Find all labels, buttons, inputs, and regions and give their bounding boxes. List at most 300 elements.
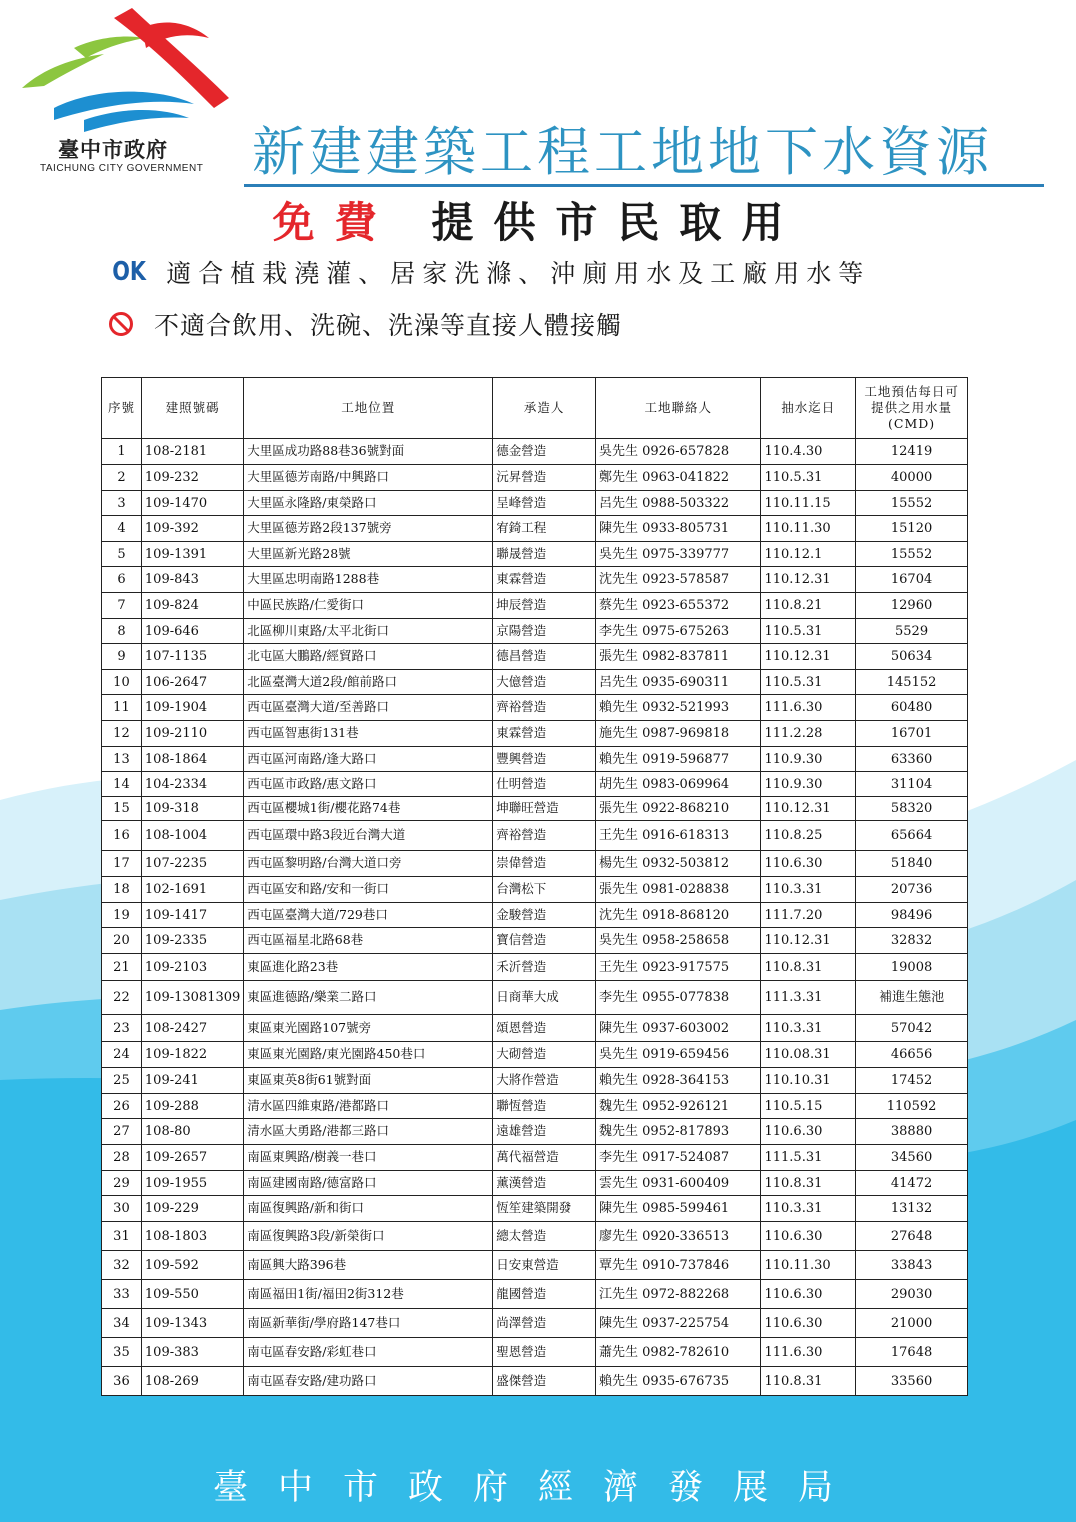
cell-deadline: 110.08.31 [761,1042,856,1068]
cell-permit: 109-2110 [141,721,243,747]
cell-location: 西屯區黎明路/台灣大道口旁 [244,851,493,877]
cell-no: 25 [102,1068,142,1094]
cell-amount: 65664 [856,821,968,851]
cell-deadline: 110.3.31 [761,1015,856,1042]
col-header-contact: 工地聯絡人 [595,378,761,439]
cell-contact: 呂先生 0988-503322 [595,491,761,516]
cell-no: 26 [102,1094,142,1119]
cell-permit: 109-318 [141,797,243,821]
cell-contact: 沈先生 0918-868120 [595,903,761,928]
cell-permit: 109-13081309 [141,981,243,1015]
table-row [102,1222,968,1251]
table-row [102,516,968,542]
cell-deadline: 110.5.15 [761,1094,856,1119]
page-subtitle [0,190,1076,250]
cell-contact: 吳先生 0958-258658 [595,928,761,954]
cell-contractor: 日安東營造 [493,1251,596,1280]
table-row [102,1251,968,1280]
table-row [102,1367,968,1396]
table-row [102,821,968,851]
cell-deadline: 111.3.31 [761,981,856,1015]
ok-icon: OK [112,257,147,287]
cell-amount: 51840 [856,851,968,877]
cell-no: 10 [102,670,142,695]
cell-contact: 陳先生 0985-599461 [595,1196,761,1222]
cell-location: 清水區大勇路/港都三路口 [244,1119,493,1145]
cell-permit: 109-1904 [141,695,243,721]
construction-sites-table [101,377,968,1396]
cell-amount: 38880 [856,1119,968,1145]
subtitle-rest: 提供市民取用 [431,198,804,247]
cell-contractor: 齊裕營造 [493,821,596,851]
cell-no: 18 [102,877,142,903]
cell-contact: 賴先生 0919-596877 [595,747,761,772]
cell-location: 大里區新光路28號 [244,542,493,567]
suitable-uses-text: 適合植栽澆灌、居家洗滌、沖廁用水及工廠用水等 [166,259,871,288]
prohibited-icon [108,311,134,337]
cell-location: 西屯區臺灣大道/至善路口 [244,695,493,721]
cell-permit: 109-229 [141,1196,243,1222]
cell-deadline: 110.12.31 [761,644,856,670]
cell-no: 2 [102,465,142,491]
cell-permit: 106-2647 [141,670,243,695]
amount-header-line3: (CMD) [888,416,936,432]
cell-amount: 60480 [856,695,968,721]
cell-contractor: 德昌營造 [493,644,596,670]
col-header-no: 序號 [102,378,142,439]
table-row [102,1042,968,1068]
cell-amount: 5529 [856,619,968,644]
cell-contact: 王先生 0923-917575 [595,954,761,981]
cell-contractor: 宥錡工程 [493,516,596,542]
cell-contractor: 遠雄營造 [493,1119,596,1145]
cell-location: 東區東英8街61號對面 [244,1068,493,1094]
cell-deadline: 110.10.31 [761,1068,856,1094]
cell-permit: 109-824 [141,593,243,619]
cell-no: 34 [102,1309,142,1338]
cell-location: 大里區成功路88巷36號對面 [244,439,493,465]
cell-contact: 賴先生 0932-521993 [595,695,761,721]
cell-contact: 魏先生 0952-817893 [595,1119,761,1145]
amount-header-line2: 提供之用水量 [871,399,953,415]
cell-amount: 57042 [856,1015,968,1042]
cell-no: 33 [102,1280,142,1309]
cell-location: 西屯區市政路/惠文路口 [244,772,493,797]
table-row [102,593,968,619]
table-row [102,1309,968,1338]
cell-permit: 108-269 [141,1367,243,1396]
cell-amount: 15552 [856,542,968,567]
cell-permit: 109-550 [141,1280,243,1309]
cell-no: 23 [102,1015,142,1042]
cell-permit: 108-2427 [141,1015,243,1042]
cell-no: 6 [102,567,142,593]
cell-contact: 蕭先生 0982-782610 [595,1338,761,1367]
cell-no: 8 [102,619,142,644]
cell-no: 19 [102,903,142,928]
table-row [102,851,968,877]
cell-location: 大里區忠明南路1288巷 [244,567,493,593]
cell-permit: 109-288 [141,1094,243,1119]
cell-location: 西屯區環中路3段近台灣大道 [244,821,493,851]
table-row [102,1338,968,1367]
table-row [102,1015,968,1042]
cell-deadline: 111.5.31 [761,1145,856,1171]
cell-contractor: 坤辰營造 [493,593,596,619]
cell-contractor: 寶信營造 [493,928,596,954]
cell-amount: 12419 [856,439,968,465]
table-row [102,619,968,644]
table-body [102,439,968,1396]
cell-contractor: 頌恩營造 [493,1015,596,1042]
cell-contact: 吳先生 0919-659456 [595,1042,761,1068]
cell-deadline: 110.4.30 [761,439,856,465]
table-row [102,772,968,797]
cell-no: 28 [102,1145,142,1171]
table-header-row [102,378,968,439]
cell-no: 22 [102,981,142,1015]
cell-location: 南區東興路/樹義一巷口 [244,1145,493,1171]
cell-deadline: 110.11.15 [761,491,856,516]
cell-no: 1 [102,439,142,465]
logo-name-cn: 臺中市政府 [58,137,168,162]
cell-contractor: 仕明營造 [493,772,596,797]
cell-contact: 張先生 0982-837811 [595,644,761,670]
cell-deadline: 111.2.28 [761,721,856,747]
logo [14,8,236,178]
cell-location: 西屯區智惠街131巷 [244,721,493,747]
cell-deadline: 110.12.31 [761,567,856,593]
cell-deadline: 110.5.31 [761,670,856,695]
cell-amount: 63360 [856,747,968,772]
cell-location: 東區東光園路/東光園路450巷口 [244,1042,493,1068]
cell-permit: 109-232 [141,465,243,491]
cell-permit: 108-1864 [141,747,243,772]
cell-no: 14 [102,772,142,797]
cell-location: 南區復興路/新和街口 [244,1196,493,1222]
cell-contact: 李先生 0955-077838 [595,981,761,1015]
cell-no: 12 [102,721,142,747]
cell-no: 20 [102,928,142,954]
cell-no: 4 [102,516,142,542]
title-divider [244,184,1044,187]
cell-amount: 33843 [856,1251,968,1280]
cell-no: 24 [102,1042,142,1068]
table-row [102,567,968,593]
cell-no: 16 [102,821,142,851]
cell-deadline: 110.8.31 [761,954,856,981]
table-row [102,928,968,954]
cell-contact: 蔡先生 0923-655372 [595,593,761,619]
cell-contractor: 豐興營造 [493,747,596,772]
cell-location: 北屯區大鵬路/經貿路口 [244,644,493,670]
cell-location: 西屯區安和路/安和一街口 [244,877,493,903]
cell-amount: 17452 [856,1068,968,1094]
cell-no: 3 [102,491,142,516]
cell-amount: 21000 [856,1309,968,1338]
cell-contractor: 聖恩營造 [493,1338,596,1367]
cell-no: 11 [102,695,142,721]
cell-permit: 109-1822 [141,1042,243,1068]
taichung-emblem-icon [14,8,236,138]
table-row [102,465,968,491]
cell-location: 南屯區春安路/彩虹巷口 [244,1338,493,1367]
footer-agency: 臺中市政府經濟發展局 [212,1468,863,1508]
cell-no: 9 [102,644,142,670]
cell-deadline: 110.6.30 [761,1309,856,1338]
cell-amount: 補進生態池 [856,981,968,1015]
cell-permit: 102-1691 [141,877,243,903]
cell-contractor: 金駿營造 [493,903,596,928]
cell-location: 南區興大路396巷 [244,1251,493,1280]
cell-no: 29 [102,1171,142,1196]
cell-contractor: 日商華大成 [493,981,596,1015]
cell-contact: 陳先生 0937-225754 [595,1309,761,1338]
cell-permit: 109-2657 [141,1145,243,1171]
page-title: 新建建築工程工地地下水資源 [252,122,993,183]
cell-location: 大里區德芳路2段137號旁 [244,516,493,542]
cell-permit: 108-80 [141,1119,243,1145]
cell-deadline: 110.6.30 [761,1280,856,1309]
cell-contractor: 聯晟營造 [493,542,596,567]
table-row [102,695,968,721]
cell-location: 東區進化路23巷 [244,954,493,981]
cell-contact: 雲先生 0931-600409 [595,1171,761,1196]
cell-location: 南區福田1街/福田2街312巷 [244,1280,493,1309]
table-row [102,1145,968,1171]
cell-amount: 20736 [856,877,968,903]
cell-contact: 張先生 0922-868210 [595,797,761,821]
table-row [102,670,968,695]
cell-permit: 109-1470 [141,491,243,516]
cell-contact: 李先生 0917-524087 [595,1145,761,1171]
cell-contractor: 大砌營造 [493,1042,596,1068]
cell-location: 東區進德路/樂業二路口 [244,981,493,1015]
cell-contractor: 坤聯旺營造 [493,797,596,821]
cell-contractor: 聯恆營造 [493,1094,596,1119]
cell-deadline: 110.6.30 [761,851,856,877]
cell-contractor: 萬代福營造 [493,1145,596,1171]
col-header-permit: 建照號碼 [141,378,243,439]
suitable-uses-line [108,254,870,290]
table-row [102,721,968,747]
cell-contractor: 恆笙建築開發 [493,1196,596,1222]
col-header-deadline: 抽水迄日 [761,378,856,439]
table-row [102,542,968,567]
cell-contact: 張先生 0981-028838 [595,877,761,903]
cell-contractor: 薰漢營造 [493,1171,596,1196]
cell-amount: 27648 [856,1222,968,1251]
cell-no: 27 [102,1119,142,1145]
cell-contact: 賴先生 0935-676735 [595,1367,761,1396]
cell-permit: 108-2181 [141,439,243,465]
cell-amount: 19008 [856,954,968,981]
table-row [102,877,968,903]
cell-deadline: 110.5.31 [761,465,856,491]
cell-location: 西屯區福星北路68巷 [244,928,493,954]
cell-location: 北區臺灣大道2段/館前路口 [244,670,493,695]
cell-deadline: 110.9.30 [761,747,856,772]
cell-amount: 58320 [856,797,968,821]
cell-permit: 108-1004 [141,821,243,851]
cell-deadline: 110.11.30 [761,1251,856,1280]
cell-permit: 109-392 [141,516,243,542]
cell-deadline: 111.7.20 [761,903,856,928]
cell-location: 西屯區櫻城1街/櫻花路74巷 [244,797,493,821]
cell-amount: 16701 [856,721,968,747]
cell-amount: 33560 [856,1367,968,1396]
cell-contractor: 禾沂營造 [493,954,596,981]
table-row [102,1171,968,1196]
cell-contact: 吳先生 0975-339777 [595,542,761,567]
cell-no: 13 [102,747,142,772]
cell-deadline: 110.8.31 [761,1171,856,1196]
cell-permit: 109-241 [141,1068,243,1094]
cell-location: 南屯區春安路/建功路口 [244,1367,493,1396]
cell-contractor: 東霖營造 [493,721,596,747]
cell-deadline: 110.8.31 [761,1367,856,1396]
cell-amount: 31104 [856,772,968,797]
cell-permit: 109-1955 [141,1171,243,1196]
cell-no: 15 [102,797,142,821]
cell-amount: 16704 [856,567,968,593]
cell-no: 32 [102,1251,142,1280]
cell-deadline: 110.12.1 [761,542,856,567]
cell-permit: 107-2235 [141,851,243,877]
cell-location: 西屯區河南路/逢大路口 [244,747,493,772]
cell-no: 31 [102,1222,142,1251]
cell-permit: 109-592 [141,1251,243,1280]
cell-contact: 胡先生 0983-069964 [595,772,761,797]
cell-amount: 50634 [856,644,968,670]
cell-contractor: 大將作營造 [493,1068,596,1094]
cell-amount: 32832 [856,928,968,954]
cell-contractor: 大億營造 [493,670,596,695]
unsuitable-uses-text: 不適合飲用、洗碗、洗澡等直接人體接觸 [154,311,623,340]
cell-no: 36 [102,1367,142,1396]
cell-contact: 楊先生 0932-503812 [595,851,761,877]
cell-permit: 109-1391 [141,542,243,567]
cell-contact: 江先生 0972-882268 [595,1280,761,1309]
cell-contact: 呂先生 0935-690311 [595,670,761,695]
cell-contact: 陳先生 0937-603002 [595,1015,761,1042]
cell-amount: 15552 [856,491,968,516]
cell-deadline: 110.6.30 [761,1222,856,1251]
cell-location: 東區東光園路107號旁 [244,1015,493,1042]
cell-deadline: 110.8.25 [761,821,856,851]
cell-deadline: 110.6.30 [761,1119,856,1145]
cell-location: 中區民族路/仁愛街口 [244,593,493,619]
cell-location: 南區新華街/學府路147巷口 [244,1309,493,1338]
cell-contact: 魏先生 0952-926121 [595,1094,761,1119]
cell-amount: 145152 [856,670,968,695]
cell-contact: 吳先生 0926-657828 [595,439,761,465]
table-row [102,644,968,670]
table-row [102,954,968,981]
cell-permit: 109-383 [141,1338,243,1367]
cell-deadline: 110.3.31 [761,877,856,903]
cell-contractor: 總太營造 [493,1222,596,1251]
cell-deadline: 110.5.31 [761,619,856,644]
table-row [102,439,968,465]
cell-permit: 109-2103 [141,954,243,981]
cell-contractor: 東霖營造 [493,567,596,593]
cell-contractor: 盛傑營造 [493,1367,596,1396]
cell-contractor: 京陽營造 [493,619,596,644]
cell-location: 西屯區臺灣大道/729巷口 [244,903,493,928]
cell-location: 南區復興路3段/新榮街口 [244,1222,493,1251]
logo-name-en: TAICHUNG CITY GOVERNMENT [40,163,204,174]
cell-amount: 46656 [856,1042,968,1068]
cell-deadline: 110.12.31 [761,928,856,954]
cell-amount: 41472 [856,1171,968,1196]
cell-contact: 覃先生 0910-737846 [595,1251,761,1280]
cell-contractor: 德金營造 [493,439,596,465]
cell-contractor: 台灣松下 [493,877,596,903]
cell-location: 清水區四維東路/港都路口 [244,1094,493,1119]
cell-contact: 陳先生 0933-805731 [595,516,761,542]
cell-amount: 12960 [856,593,968,619]
cell-permit: 104-2334 [141,772,243,797]
cell-contractor: 尚澤營造 [493,1309,596,1338]
cell-deadline: 110.12.31 [761,797,856,821]
cell-permit: 109-843 [141,567,243,593]
cell-contact: 鄭先生 0963-041822 [595,465,761,491]
cell-contractor: 呈峰營造 [493,491,596,516]
table-row [102,1196,968,1222]
subtitle-free: 免費 [272,198,397,247]
cell-contact: 王先生 0916-618313 [595,821,761,851]
cell-location: 北區柳川東路/太平北街口 [244,619,493,644]
col-header-contractor: 承造人 [493,378,596,439]
cell-no: 5 [102,542,142,567]
table-row [102,797,968,821]
cell-no: 7 [102,593,142,619]
cell-amount: 13132 [856,1196,968,1222]
cell-no: 30 [102,1196,142,1222]
cell-deadline: 110.8.21 [761,593,856,619]
table-row [102,981,968,1015]
cell-contractor: 齊裕營造 [493,695,596,721]
cell-amount: 40000 [856,465,968,491]
cell-location: 大里區永隆路/東榮路口 [244,491,493,516]
cell-deadline: 110.11.30 [761,516,856,542]
cell-permit: 107-1135 [141,644,243,670]
col-header-amount [856,378,968,439]
cell-contractor: 沅昇營造 [493,465,596,491]
cell-permit: 109-1417 [141,903,243,928]
cell-contact: 施先生 0987-969818 [595,721,761,747]
cell-permit: 109-2335 [141,928,243,954]
cell-amount: 29030 [856,1280,968,1309]
cell-permit: 108-1803 [141,1222,243,1251]
unsuitable-uses-line [108,306,622,342]
cell-no: 17 [102,851,142,877]
cell-location: 大里區德芳南路/中興路口 [244,465,493,491]
cell-contact: 沈先生 0923-578587 [595,567,761,593]
cell-permit: 109-646 [141,619,243,644]
col-header-location: 工地位置 [244,378,493,439]
cell-deadline: 111.6.30 [761,1338,856,1367]
cell-no: 35 [102,1338,142,1367]
table-row [102,747,968,772]
cell-no: 21 [102,954,142,981]
cell-contractor: 龍國營造 [493,1280,596,1309]
cell-location: 南區建國南路/德富路口 [244,1171,493,1196]
cell-amount: 15120 [856,516,968,542]
table-row [102,1280,968,1309]
cell-contact: 李先生 0975-675263 [595,619,761,644]
